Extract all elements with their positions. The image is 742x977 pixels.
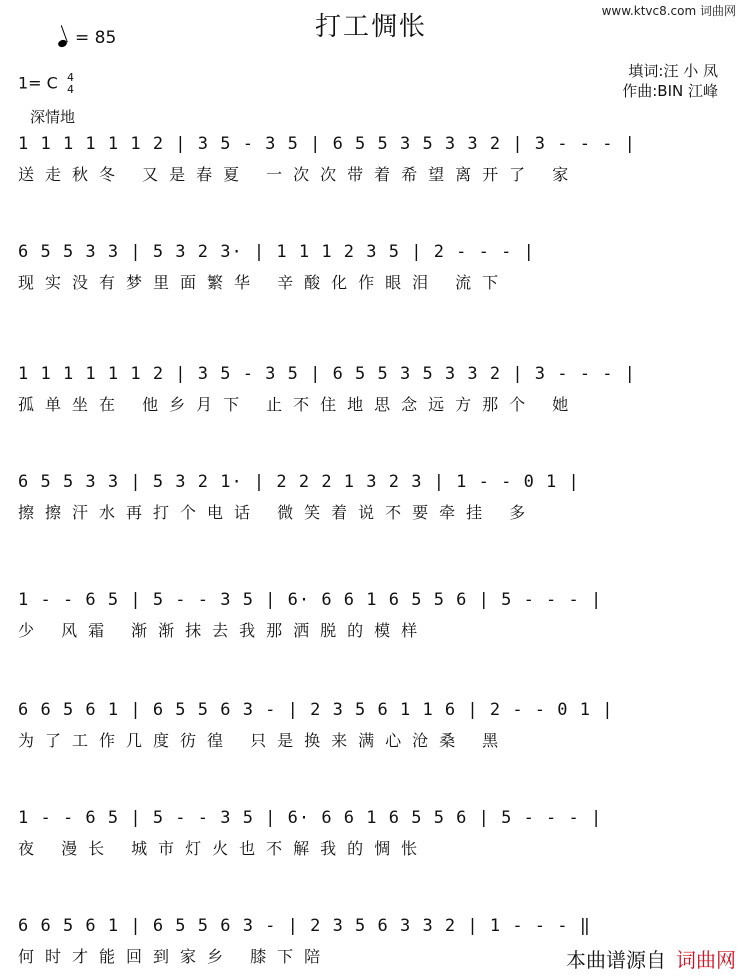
lyric-line-5: 少 风霜 渐渐抹去我那洒脱的模样 [18,621,429,640]
source-footer [566,944,736,973]
lyric-line-7: 夜 漫长 城市灯火也不解我的惆怅 [18,839,429,858]
lyric-line-3: 孤单坐在 他乡月下 止不住地思念远方那个 她 [18,395,580,414]
lyric-line-6: 为了工作几度彷徨 只是换来满心沧桑 黑 [18,731,510,750]
expression-mark: 深情地 [30,108,76,126]
key-signature [18,72,74,96]
notation-line-2: 6 5 5 3 3 | 5 3 2 3· | 1 1 1 2 3 5 | 2 - - - | [18,242,535,262]
time-top: 4 [66,71,74,84]
notation-line-3: 1 1 1 1 1 1 2 | 3 5 - 3 5 | 6 5 5 3 5 3 3 2 | 3 - - - | [18,364,636,384]
composer-credit: 作曲:BIN 江峰 [622,82,718,100]
notation-line-4: 6 5 5 3 3 | 5 3 2 1· | 2 2 2 1 3 2 3 | 1 - - 0 1 | [18,472,580,492]
time-signature [67,72,74,96]
notation-line-8: 6 6 5 6 1 | 6 5 5 6 3 - | 2 3 5 6 3 3 2 | 1 - - - ‖ [18,916,591,936]
time-bottom: 4 [66,83,74,96]
tempo-marking [58,28,116,48]
key-label: 1= C [18,73,58,93]
lyric-line-2: 现实没有梦里面繁华 辛酸化作眼泪 流下 [18,273,510,292]
notation-line-7: 1 - - 6 5 | 5 - - 3 5 | 6· 6 6 1 6 5 5 6 | 5 - - - | [18,808,603,828]
lyric-line-8: 何时才能回到家乡 膝下陪 [18,947,332,966]
footer-text: 本曲谱源自 [566,948,666,972]
notation-line-6: 6 6 5 6 1 | 6 5 5 6 3 - | 2 3 5 6 1 1 6 | 2 - - 0 1 | [18,700,614,720]
lyric-line-1: 送走秋冬 又是春夏 一次次带着希望离开了 家 [18,165,580,184]
lyric-line-4: 擦擦汗水再打个电话 微笑着说不要牵挂 多 [18,503,537,522]
footer-brand[interactable]: 词曲网 [676,948,736,972]
tempo-value: = 85 [75,28,117,48]
site-watermark: www.ktvc8.com 词曲网 [601,4,736,18]
lyricist-credit: 填词:汪 小 凤 [628,62,718,80]
notation-line-5: 1 - - 6 5 | 5 - - 3 5 | 6· 6 6 1 6 5 5 6 | 5 - - - | [18,590,603,610]
song-title: 打工惆怅 [314,12,427,42]
quarter-note-icon [57,39,68,49]
notation-line-1: 1 1 1 1 1 1 2 | 3 5 - 3 5 | 6 5 5 3 5 3 3 2 | 3 - - - | [18,134,636,154]
